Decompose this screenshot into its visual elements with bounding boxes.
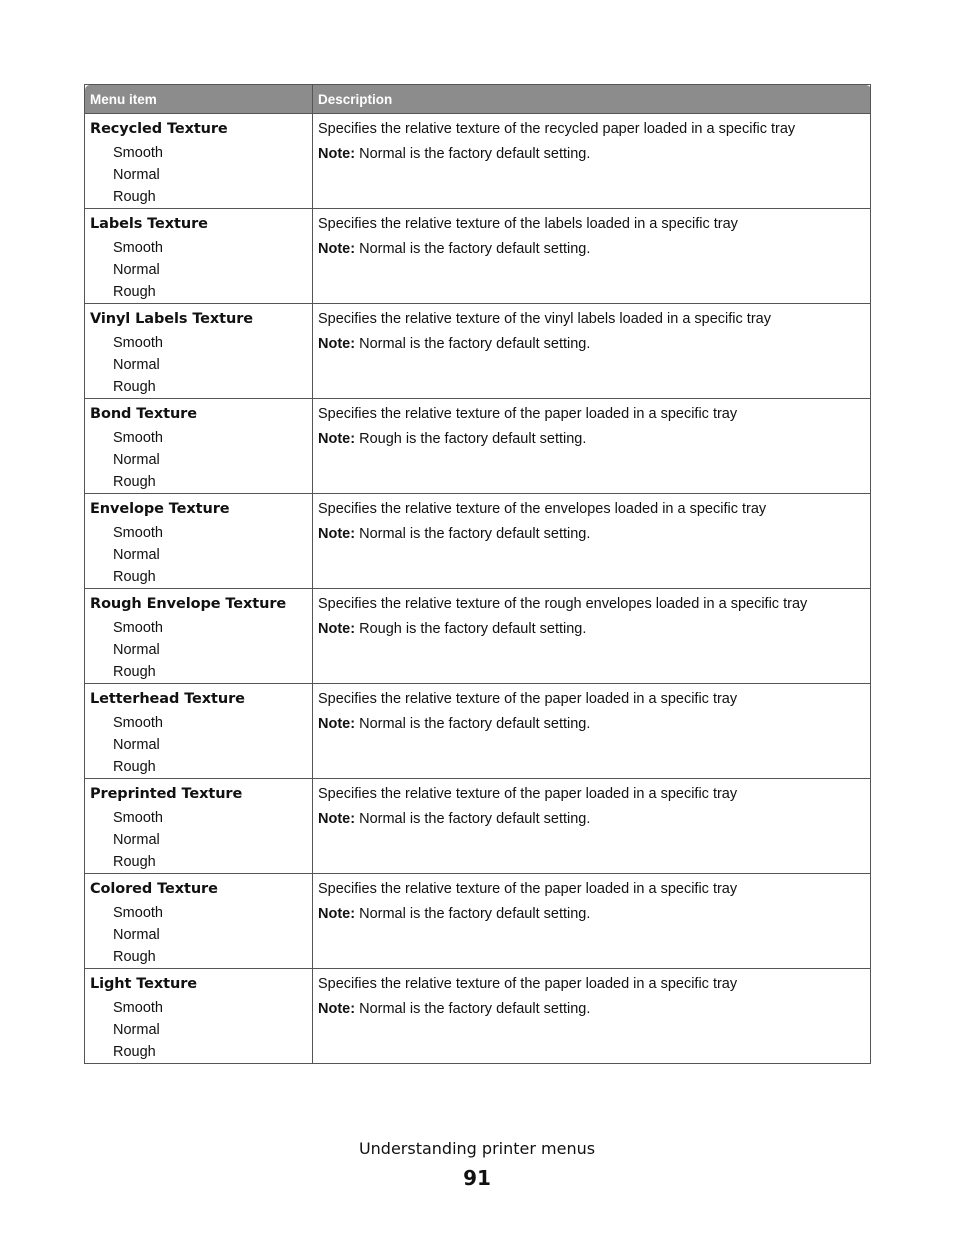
note-label: Note: bbox=[318, 336, 356, 352]
header-description: Description bbox=[313, 85, 871, 114]
menu-item-option: Rough bbox=[113, 759, 156, 775]
menu-item-options bbox=[90, 997, 307, 1063]
menu-item-cell bbox=[85, 209, 313, 304]
table-row bbox=[85, 779, 871, 874]
table-header-row bbox=[85, 85, 871, 114]
menu-item-name: Labels Texture bbox=[90, 216, 208, 232]
note-label: Note: bbox=[318, 716, 356, 732]
menu-item-option: Rough bbox=[113, 664, 156, 680]
menu-item-option: Smooth bbox=[113, 1000, 163, 1016]
menu-item-option: Rough bbox=[113, 569, 156, 585]
menu-item-option: Rough bbox=[113, 949, 156, 965]
menu-item-cell bbox=[85, 969, 313, 1064]
menu-item-option: Normal bbox=[113, 737, 160, 753]
menu-table bbox=[84, 84, 871, 1064]
description-cell bbox=[313, 684, 871, 779]
menu-item-option: Normal bbox=[113, 452, 160, 468]
menu-item-options bbox=[90, 712, 307, 778]
description-cell bbox=[313, 399, 871, 494]
note-text: Normal is the factory default setting. bbox=[359, 526, 591, 542]
menu-item-options bbox=[90, 332, 307, 398]
menu-item-option: Normal bbox=[113, 1022, 160, 1038]
description-cell bbox=[313, 304, 871, 399]
menu-item-options bbox=[90, 427, 307, 493]
menu-item-options bbox=[90, 237, 307, 303]
menu-item-option: Smooth bbox=[113, 905, 163, 921]
menu-item-option: Rough bbox=[113, 379, 156, 395]
note-text: Rough is the factory default setting. bbox=[359, 431, 587, 447]
menu-item-cell bbox=[85, 114, 313, 209]
note-label: Note: bbox=[318, 811, 356, 827]
menu-item-options bbox=[90, 617, 307, 683]
note-text: Normal is the factory default setting. bbox=[359, 716, 591, 732]
menu-item-option: Rough bbox=[113, 854, 156, 870]
menu-item-cell bbox=[85, 399, 313, 494]
menu-item-option: Normal bbox=[113, 262, 160, 278]
note-line bbox=[318, 1000, 865, 1018]
menu-item-cell bbox=[85, 589, 313, 684]
description-cell bbox=[313, 589, 871, 684]
table-row bbox=[85, 969, 871, 1064]
note-text: Normal is the factory default setting. bbox=[359, 146, 591, 162]
description-text: Specifies the relative texture of the recycled paper loaded in a specific tray bbox=[318, 121, 796, 137]
menu-item-option: Smooth bbox=[113, 240, 163, 256]
note-line bbox=[318, 905, 865, 923]
footer-section-title: Understanding printer menus bbox=[358, 1139, 596, 1158]
menu-item-options bbox=[90, 902, 307, 968]
note-text: Normal is the factory default setting. bbox=[359, 1001, 591, 1017]
note-text: Normal is the factory default setting. bbox=[359, 811, 591, 827]
note-text: Normal is the factory default setting. bbox=[359, 336, 591, 352]
note-label: Note: bbox=[318, 906, 356, 922]
table-row bbox=[85, 304, 871, 399]
menu-item-name: Vinyl Labels Texture bbox=[90, 311, 254, 327]
note-label: Note: bbox=[318, 241, 356, 257]
menu-item-option: Smooth bbox=[113, 430, 163, 446]
menu-item-option: Smooth bbox=[113, 810, 163, 826]
header-menu-item: Menu item bbox=[85, 85, 313, 114]
table-row bbox=[85, 874, 871, 969]
table-row bbox=[85, 399, 871, 494]
note-text: Normal is the factory default setting. bbox=[359, 241, 591, 257]
menu-item-option: Rough bbox=[113, 1044, 156, 1060]
description-text: Specifies the relative texture of the paper loaded in a specific tray bbox=[318, 881, 738, 897]
description-cell bbox=[313, 209, 871, 304]
description-cell bbox=[313, 874, 871, 969]
note-line bbox=[318, 240, 865, 258]
note-line bbox=[318, 335, 865, 353]
menu-item-option: Normal bbox=[113, 547, 160, 563]
menu-item-cell bbox=[85, 494, 313, 589]
menu-item-option: Smooth bbox=[113, 335, 163, 351]
menu-item-cell bbox=[85, 874, 313, 969]
description-cell bbox=[313, 494, 871, 589]
table-row bbox=[85, 114, 871, 209]
note-label: Note: bbox=[318, 621, 356, 637]
note-label: Note: bbox=[318, 526, 356, 542]
menu-item-option: Normal bbox=[113, 357, 160, 373]
menu-item-option: Rough bbox=[113, 474, 156, 490]
menu-item-name: Letterhead Texture bbox=[90, 691, 245, 707]
menu-item-options bbox=[90, 522, 307, 588]
menu-item-cell bbox=[85, 779, 313, 874]
menu-item-option: Normal bbox=[113, 832, 160, 848]
menu-item-option: Rough bbox=[113, 189, 156, 205]
note-line bbox=[318, 525, 865, 543]
note-label: Note: bbox=[318, 1001, 356, 1017]
description-text: Specifies the relative texture of the paper loaded in a specific tray bbox=[318, 406, 738, 422]
menu-item-option: Rough bbox=[113, 284, 156, 300]
note-label: Note: bbox=[318, 431, 356, 447]
menu-item-name: Light Texture bbox=[90, 976, 197, 992]
menu-item-name: Envelope Texture bbox=[90, 501, 230, 517]
note-label: Note: bbox=[318, 146, 356, 162]
description-text: Specifies the relative texture of the paper loaded in a specific tray bbox=[318, 691, 738, 707]
description-text: Specifies the relative texture of the rough envelopes loaded in a specific tray bbox=[318, 596, 808, 612]
table-row bbox=[85, 209, 871, 304]
description-text: Specifies the relative texture of the labels loaded in a specific tray bbox=[318, 216, 738, 232]
note-line bbox=[318, 810, 865, 828]
menu-item-option: Normal bbox=[113, 167, 160, 183]
menu-item-name: Bond Texture bbox=[90, 406, 197, 422]
menu-item-option: Normal bbox=[113, 642, 160, 658]
menu-item-option: Smooth bbox=[113, 145, 163, 161]
menu-item-option: Normal bbox=[113, 927, 160, 943]
menu-item-name: Colored Texture bbox=[90, 881, 218, 897]
note-line bbox=[318, 620, 865, 638]
menu-item-options bbox=[90, 142, 307, 208]
note-line bbox=[318, 715, 865, 733]
description-cell bbox=[313, 969, 871, 1064]
page-number: 91 bbox=[463, 1166, 491, 1190]
menu-item-cell bbox=[85, 684, 313, 779]
description-text: Specifies the relative texture of the paper loaded in a specific tray bbox=[318, 786, 738, 802]
description-text: Specifies the relative texture of the paper loaded in a specific tray bbox=[318, 976, 738, 992]
menu-item-name: Preprinted Texture bbox=[90, 786, 243, 802]
table-row bbox=[85, 494, 871, 589]
menu-item-name: Recycled Texture bbox=[90, 121, 228, 137]
note-line bbox=[318, 430, 865, 448]
description-text: Specifies the relative texture of the envelopes loaded in a specific tray bbox=[318, 501, 767, 517]
menu-item-option: Smooth bbox=[113, 715, 163, 731]
menu-item-cell bbox=[85, 304, 313, 399]
description-cell bbox=[313, 779, 871, 874]
note-line bbox=[318, 145, 865, 163]
menu-item-option: Smooth bbox=[113, 620, 163, 636]
description-cell bbox=[313, 114, 871, 209]
description-text: Specifies the relative texture of the vinyl labels loaded in a specific tray bbox=[318, 311, 771, 327]
menu-item-name: Rough Envelope Texture bbox=[90, 596, 287, 612]
note-text: Rough is the factory default setting. bbox=[359, 621, 587, 637]
note-text: Normal is the factory default setting. bbox=[359, 906, 591, 922]
table-row bbox=[85, 684, 871, 779]
menu-item-option: Smooth bbox=[113, 525, 163, 541]
table-row bbox=[85, 589, 871, 684]
menu-item-options bbox=[90, 807, 307, 873]
